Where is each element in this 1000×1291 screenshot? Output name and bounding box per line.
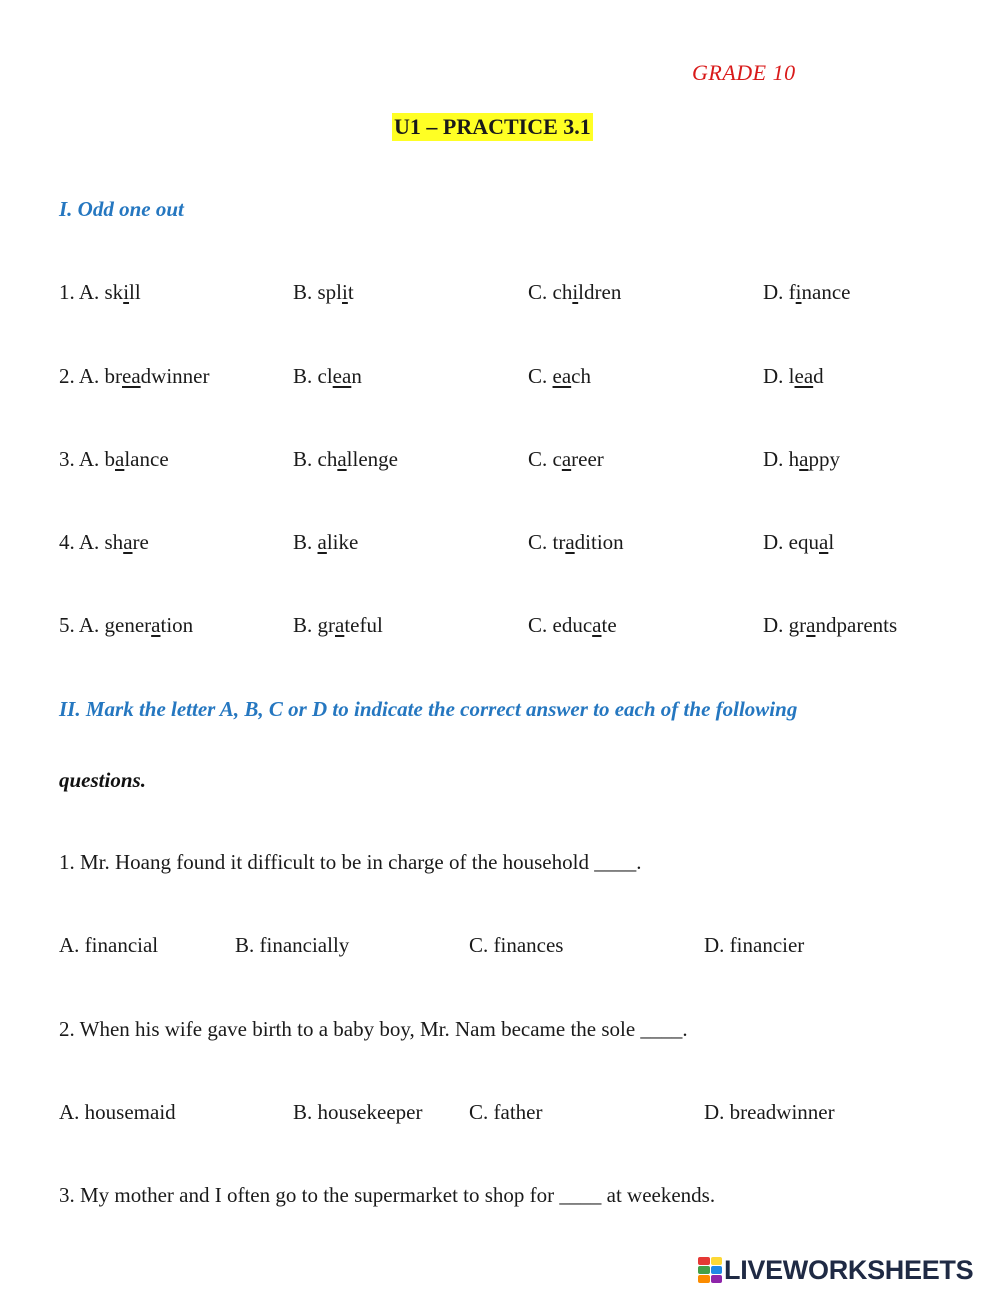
underlined-sound: i [795, 280, 802, 304]
question-1-option-a: A. financial [59, 933, 159, 957]
underlined-sound: ea [794, 364, 814, 388]
odd-one-out-q5-option-a: 5. A. generation [59, 613, 194, 637]
underlined-sound: a [151, 613, 161, 637]
odd-one-out-q3-option-d: D. happy [763, 447, 840, 471]
odd-one-out-q4-option-a: 4. A. share [59, 530, 149, 554]
underlined-sound: a [115, 447, 125, 471]
question-2-option-b: B. housekeeper [293, 1100, 423, 1124]
odd-one-out-q2-option-b: B. clean [293, 364, 362, 388]
underlined-sound: a [806, 613, 816, 637]
odd-one-out-q2-option-c: C. each [528, 364, 591, 388]
underlined-sound: a [337, 447, 347, 471]
odd-one-out-q1-option-c: C. children [528, 280, 622, 304]
question-3-text: 3. My mother and I often go to the supermarket to shop for ____ at weekends. [59, 1183, 716, 1207]
underlined-sound: a [561, 447, 572, 471]
underlined-sound: i [123, 280, 130, 304]
underlined-sound: i [342, 280, 348, 304]
logo-blocks-icon [698, 1257, 722, 1283]
underlined-sound: ea [122, 364, 141, 388]
underlined-sound: ea [332, 364, 352, 388]
underlined-sound: a [317, 530, 327, 554]
question-1-text: 1. Mr. Hoang found it difficult to be in charge of the household ____. [59, 850, 642, 874]
page-title: U1 – PRACTICE 3.1 [394, 114, 591, 139]
odd-one-out-q5-option-d: D. grandparents [763, 613, 898, 637]
section-2-title-continued: questions. [59, 768, 146, 792]
odd-one-out-q1-option-a: 1. A. skill [59, 280, 141, 304]
odd-one-out-q3-option-c: C. career [528, 447, 604, 471]
odd-one-out-q2-option-d: D. lead [763, 364, 824, 388]
odd-one-out-q1-option-d: D. finance [763, 280, 851, 304]
question-1-option-d: D. financier [704, 933, 805, 957]
grade-label: GRADE 10 [692, 60, 796, 85]
underlined-sound: i [572, 280, 579, 304]
question-2-option-c: C. father [469, 1100, 543, 1124]
underlined-sound: ea [552, 364, 572, 388]
question-1-option-b: B. financially [235, 933, 350, 957]
odd-one-out-q1-option-b: B. split [293, 280, 354, 304]
odd-one-out-q5-option-b: B. grateful [293, 613, 383, 637]
underlined-sound: a [819, 530, 829, 554]
underlined-sound: a [565, 530, 575, 554]
question-2-option-d: D. breadwinner [704, 1100, 835, 1124]
question-2-text: 2. When his wife gave birth to a baby boy, Mr. Nam became the sole ____. [59, 1017, 688, 1041]
question-1-option-c: C. finances [469, 933, 564, 957]
odd-one-out-q3-option-b: B. challenge [293, 447, 398, 471]
logo-text: LIVEWORKSHEETS [724, 1254, 974, 1285]
underlined-sound: a [592, 613, 602, 637]
odd-one-out-q4-option-b: B. alike [293, 530, 359, 554]
odd-one-out-q5-option-c: C. educate [528, 613, 617, 637]
odd-one-out-q4-option-d: D. equal [763, 530, 835, 554]
odd-one-out-q4-option-c: C. tradition [528, 530, 624, 554]
underlined-sound: a [335, 613, 345, 637]
liveworksheets-logo [698, 1255, 973, 1285]
odd-one-out-q3-option-a: 3. A. balance [59, 447, 169, 471]
odd-one-out-q2-option-a: 2. A. breadwinner [59, 364, 210, 388]
section-1-title: I. Odd one out [59, 197, 184, 221]
underlined-sound: a [799, 447, 809, 471]
underlined-sound: a [123, 530, 133, 554]
section-2-title: II. Mark the letter A, B, C or D to indicate the correct answer to each of the following [59, 697, 798, 721]
question-2-option-a: A. housemaid [59, 1100, 176, 1124]
